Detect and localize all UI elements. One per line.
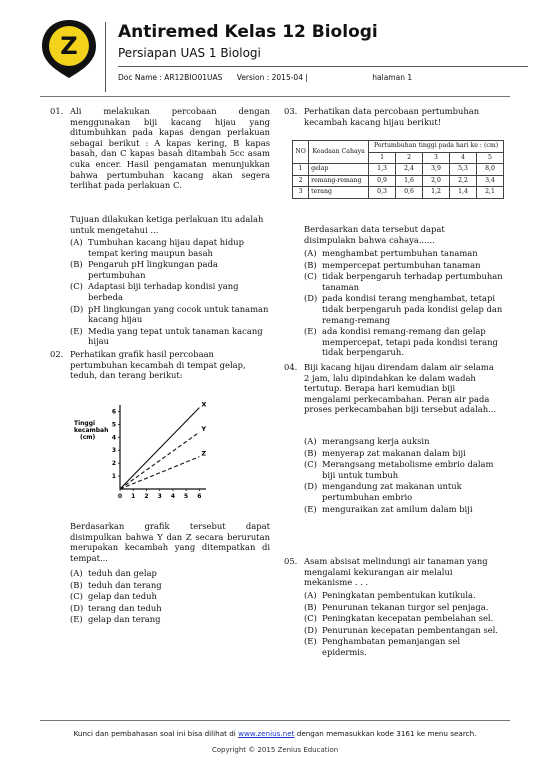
- option-e[interactable]: (E) gelap dan terang: [70, 614, 161, 625]
- page-subtitle: Persiapan UAS 1 Biologi: [118, 46, 261, 60]
- option-e[interactable]: (E) Penghambatan pemanjangan sel epidermis.: [304, 636, 461, 657]
- th-group: Pertumbuhan tinggi pada hari ke : (cm): [369, 141, 504, 153]
- header-divider: [105, 22, 106, 92]
- question-prompt: Berdasarkan grafik tersebut dapat disimpulkan bahwa Y dan Z secara berurutan merupakan kecambah yang ditempatkan di tempat...: [70, 521, 270, 563]
- question-text: Perhatikan grafik hasil percobaan pertumbuhan kecambah di tempat gelap, teduh, dan terang berikut:: [70, 349, 246, 381]
- y-tick-label: 3: [111, 447, 116, 455]
- series-line-y: [120, 432, 199, 489]
- y-tick-label: 4: [111, 434, 116, 442]
- question-number: 02.: [50, 349, 64, 359]
- y-tick-label: 1: [111, 473, 116, 481]
- y-axis-label: (cm): [80, 434, 96, 441]
- copyright: Copyright © 2015 Zenius Education: [211, 746, 339, 754]
- option-c[interactable]: (C) Adaptasi biji terhadap kondisi yang berbeda: [70, 281, 239, 302]
- y-axis-label: Tinggi: [74, 420, 96, 427]
- doc-version: Version : 2015-04 |: [236, 73, 308, 82]
- option-d[interactable]: (D) mengandung zat makanan untuk pertumbuhan embrio: [304, 481, 462, 502]
- x-tick-label: 0: [117, 493, 123, 500]
- x-tick-label: 6: [197, 493, 202, 500]
- th-keadaan: Keadaan Cahaya: [309, 141, 369, 164]
- growth-data-table: [292, 140, 504, 199]
- zenius-logo: [38, 18, 100, 80]
- question-text: Biji kacang hijau direndam dalam air selama 2 jam, lalu dipindahkan ke dalam wadah tertutup. Berapa hari kemudian biji mengalami perkecambahan. Peran air pada proses perkecambahan biji tersebut adalah...: [304, 362, 497, 415]
- option-b[interactable]: (B) teduh dan terang: [70, 579, 162, 590]
- y-tick-label: 6: [111, 408, 116, 416]
- option-b[interactable]: (B) menyerap zat makanan dalam biji: [304, 447, 466, 458]
- question-number: 03.: [284, 106, 298, 116]
- doc-name: Doc Name : AR12BIO01UAS: [118, 73, 223, 82]
- option-a[interactable]: (A) teduh dan gelap: [70, 568, 157, 578]
- th-day: 4: [450, 152, 477, 164]
- x-tick-label: 5: [184, 493, 189, 500]
- x-tick-label: 2: [144, 493, 149, 500]
- question-number: 05.: [284, 556, 298, 566]
- table-row: 1 gelap 1,3 2,4 3,9 5,3 8,0: [293, 164, 504, 176]
- options: [304, 248, 506, 359]
- question-text: Asam absisat melindungi air tanaman yang mengalami kekurangan air melalui mekanisme . . .: [304, 556, 488, 588]
- page-title: Antiremed Kelas 12 Biologi: [118, 22, 378, 42]
- y-tick-label: 5: [111, 421, 116, 429]
- table-row: 3 terang 0,3 0,6 1,2 1,4 2,1: [293, 187, 504, 199]
- th-day: 2: [396, 152, 423, 164]
- right-column: [284, 106, 506, 706]
- x-tick-label: 1: [131, 493, 136, 500]
- question-text: Ali melakukan percobaan dengan menggunakan biji kacang hijau yang ditumbuhkan pada kapas dengan perlakuan sebagai berikut : A kapas kering, B kapas basah, dan C kapas basah ditambah 5cc asam cuka encer. Hasil pengamatan menunjukkan bahwa pertumbuhan kacang akan segera terlihat pada perlakuan C.: [70, 106, 270, 191]
- th-no: NO: [293, 141, 309, 164]
- options: [304, 590, 504, 659]
- options: [70, 568, 270, 626]
- question-number: 01.: [50, 106, 64, 116]
- header-rule: [118, 66, 528, 67]
- option-b[interactable]: (B) mempercepat pertumbuhan tanaman: [304, 259, 481, 270]
- options: [304, 436, 504, 515]
- question-number: 04.: [284, 362, 298, 372]
- table-row: 2 remang-remang 0,9 1,6 2,0 2,2 3,4: [293, 175, 504, 187]
- option-c[interactable]: (C) tidak berpengaruh terhadap pertumbuhan tanaman: [304, 271, 503, 292]
- logo-letter: Z: [60, 32, 78, 60]
- x-tick-label: 4: [170, 493, 176, 500]
- option-d[interactable]: (D) pH lingkungan yang cocok untuk tanaman kacang hijau: [70, 303, 269, 325]
- option-d[interactable]: (D) pada kondisi terang menghambat, tetapi tidak berpengaruh pada kondisi gelap dan remang-remang: [304, 293, 503, 325]
- growth-line-chart: [72, 397, 212, 502]
- option-a[interactable]: (A) Peningkatan pembentukan kutikula.: [304, 590, 476, 600]
- question-prompt: Berdasarkan data tersebut dapat disimpulakn bahwa cahaya......: [304, 224, 445, 245]
- series-label-x: X: [201, 400, 207, 409]
- left-column: [50, 106, 272, 706]
- y-axis-label: kecambah: [74, 427, 109, 434]
- option-a[interactable]: (A) merangsang kerja auksin: [304, 436, 430, 446]
- top-rule: [40, 96, 510, 97]
- bottom-rule: [40, 720, 510, 721]
- option-d[interactable]: (D) Penurunan kecepatan pembentangan sel.: [304, 624, 499, 635]
- doc-page: halaman 1: [372, 73, 413, 82]
- th-day: 3: [423, 152, 450, 164]
- x-tick-label: 3: [157, 493, 162, 500]
- option-a[interactable]: (A) Tumbuhan kacang hijau dapat hidup tempat kering maupun basah: [70, 237, 244, 258]
- option-e[interactable]: (E) menguraikan zat amilum dalam biji: [304, 503, 473, 514]
- series-label-z: Z: [201, 449, 207, 458]
- option-c[interactable]: (C) gelap dan teduh: [70, 591, 157, 602]
- th-day: 5: [476, 152, 503, 164]
- series-line-z: [120, 457, 199, 489]
- footer-note: Kunci dan pembahasan soal ini bisa dilihat di www.zenius.net dengan memasukkan kode 3161 ke menu search.: [73, 729, 477, 738]
- doc-meta: [118, 73, 424, 82]
- option-b[interactable]: (B) Penurunan tekanan turgor sel penjaga.: [304, 601, 489, 612]
- series-line-x: [120, 408, 199, 489]
- options: [70, 237, 270, 348]
- option-c[interactable]: (C) Peningkatan kecepatan pembelahan sel.: [304, 613, 494, 624]
- zenius-link[interactable]: www.zenius.net: [238, 729, 295, 738]
- option-e[interactable]: (E) Media yang tepat untuk tanaman kacang hijau: [70, 325, 263, 347]
- question-prompt: Tujuan dilakukan ketiga perlakuan itu adalah untuk mengetahui ...: [70, 214, 264, 235]
- series-label-y: Y: [201, 425, 207, 434]
- option-c[interactable]: (C) Merangsang metabolisme embrio dalam biji untuk tumbuh: [304, 459, 494, 480]
- y-tick-label: 2: [111, 460, 116, 468]
- option-d[interactable]: (D) terang dan teduh: [70, 602, 162, 613]
- question-text: Perhatikan data percobaan pertumbuhan kecambah kacang hijau berikut!: [304, 106, 480, 127]
- option-b[interactable]: (B) Pengaruh pH lingkungan pada pertumbuhan: [70, 259, 218, 280]
- option-a[interactable]: (A) menghambat pertumbuhan tanaman: [304, 248, 478, 258]
- th-day: 1: [369, 152, 396, 164]
- option-e[interactable]: (E) ada kondisi remang-remang dan gelap mempercepat, tetapi pada kondisi terang tidak berpengaruh.: [304, 326, 498, 358]
